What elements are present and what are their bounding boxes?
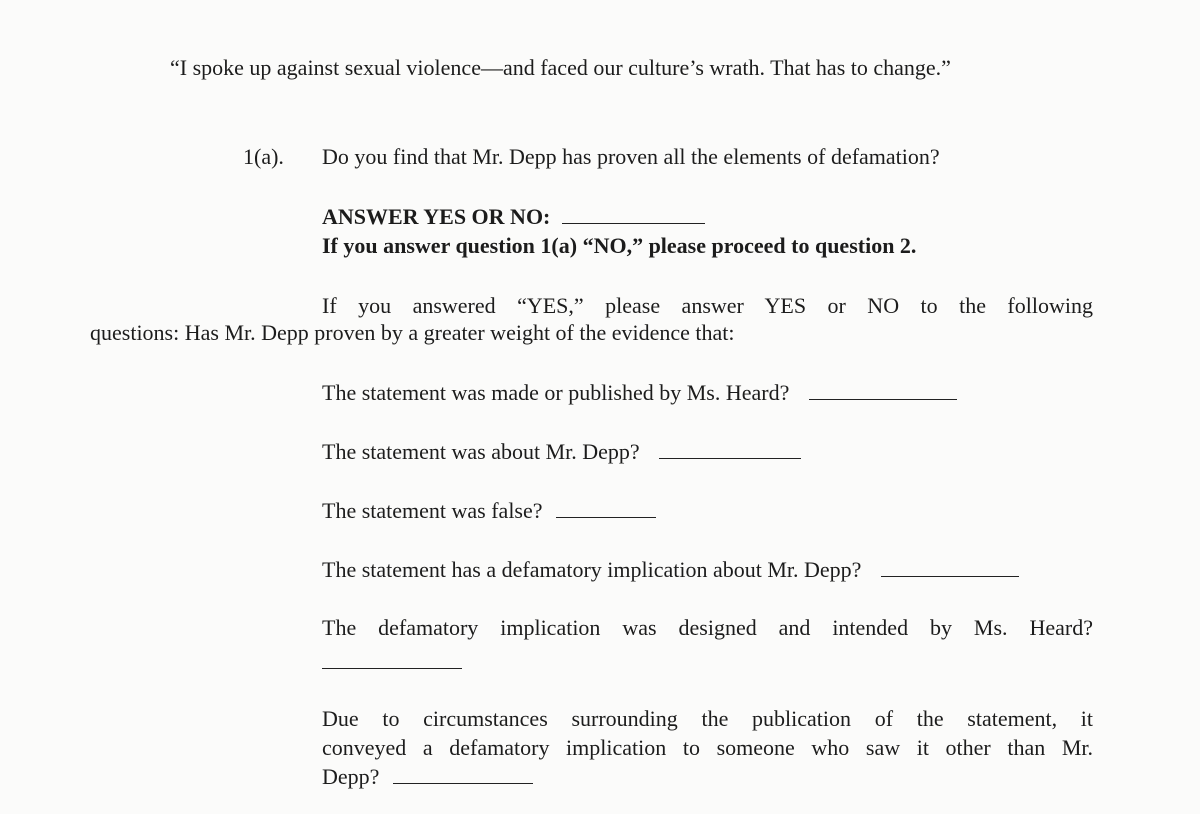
last-element-line3: Depp? bbox=[322, 764, 380, 789]
quote-text: “I spoke up against sexual violence—and faced our culture’s wrath. That has to change.” bbox=[170, 55, 951, 80]
element-false: The statement was false? bbox=[322, 498, 543, 523]
last-element-line2: conveyed a defamatory implication to someone who saw it other than Mr. bbox=[322, 735, 1093, 760]
answer-instruction: If you answer question 1(a) “NO,” please proceed to question 2. bbox=[322, 233, 917, 258]
element-row bbox=[322, 379, 957, 406]
answer-blank[interactable] bbox=[556, 497, 656, 518]
answer-blank[interactable] bbox=[881, 556, 1019, 577]
last-element-line1: Due to circumstances surrounding the publication of the statement, it bbox=[322, 706, 1093, 731]
followup-line1: If you answered “YES,” please answer YES or NO to the following bbox=[322, 293, 1093, 318]
followup-line2: questions: Has Mr. Depp proven by a greater weight of the evidence that: bbox=[90, 320, 735, 345]
answer-blank[interactable] bbox=[809, 379, 957, 400]
question-text: Do you find that Mr. Depp has proven all the elements of defamation? bbox=[322, 144, 940, 169]
element-row bbox=[322, 556, 1019, 583]
answer-label-row bbox=[322, 203, 705, 230]
element-row bbox=[322, 497, 656, 524]
element-row bbox=[322, 438, 801, 465]
element-row bbox=[322, 762, 533, 791]
element-defamatory-implication: The statement has a defamatory implication about Mr. Depp? bbox=[322, 557, 862, 582]
answer-blank[interactable] bbox=[322, 648, 462, 669]
answer-blank[interactable] bbox=[659, 438, 801, 459]
element-about-depp: The statement was about Mr. Depp? bbox=[322, 439, 640, 464]
element-designed-intended: The defamatory implication was designed and intended by Ms. Heard? bbox=[322, 615, 1093, 640]
answer-blank[interactable] bbox=[562, 203, 705, 224]
answer-blank[interactable] bbox=[393, 763, 533, 784]
element-published: The statement was made or published by Ms. Heard? bbox=[322, 380, 790, 405]
answer-label: ANSWER YES OR NO: bbox=[322, 204, 551, 229]
question-number: 1(a). bbox=[243, 144, 284, 169]
